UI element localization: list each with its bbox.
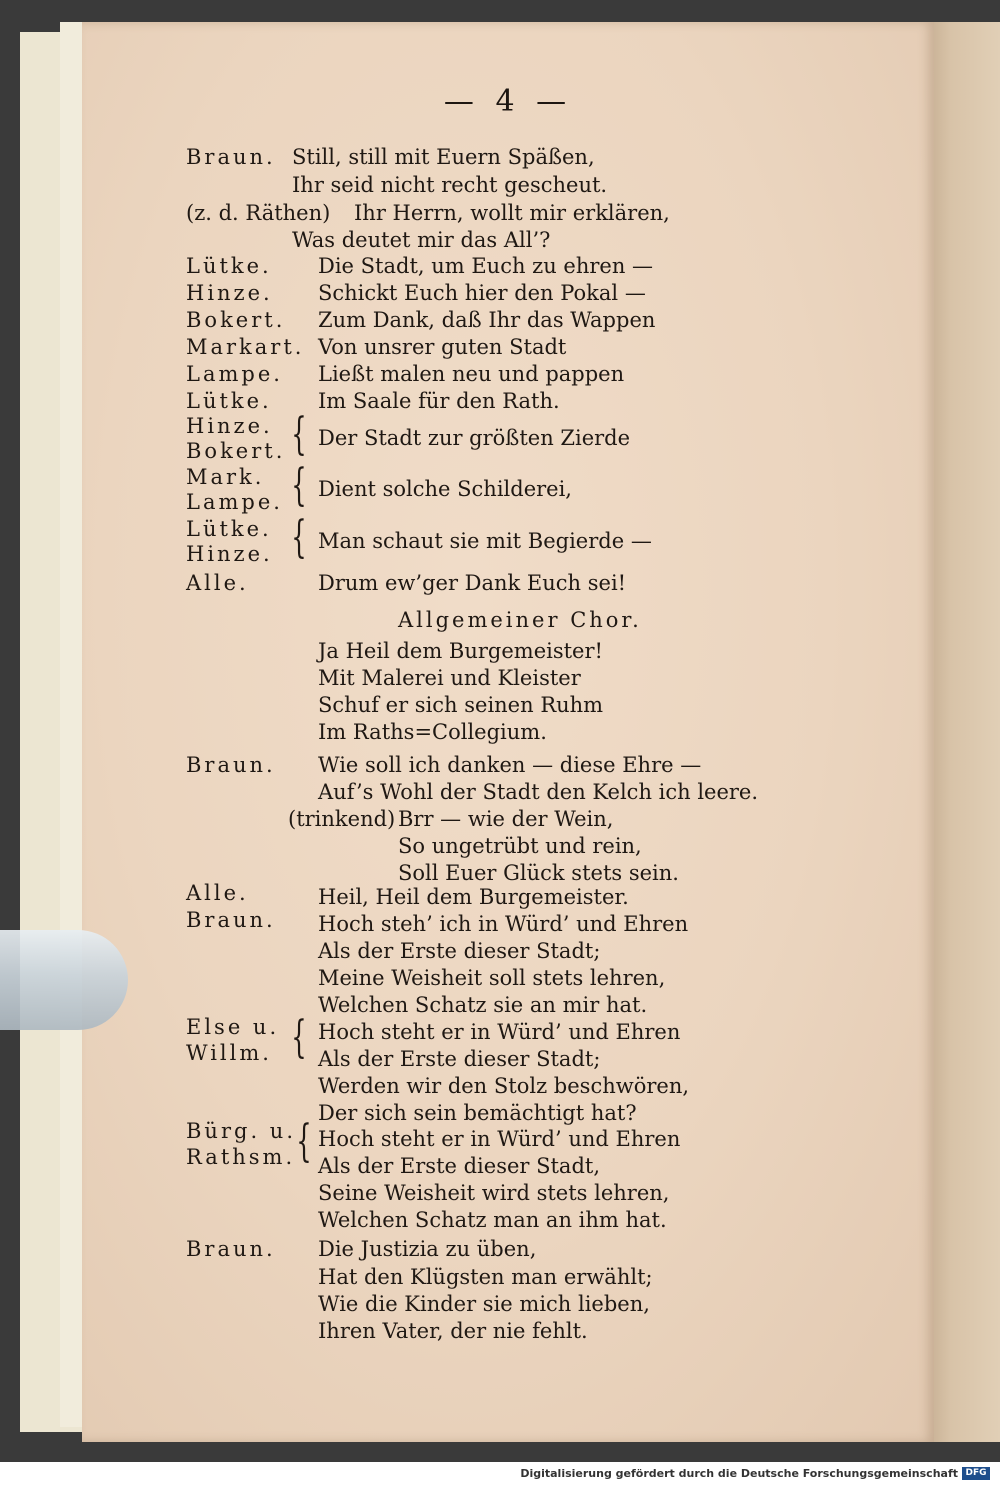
text-line: Wie die Kinder sie mich lieben, bbox=[318, 1292, 650, 1316]
underlying-page bbox=[930, 22, 1000, 1442]
speaker: Bokert. bbox=[186, 308, 286, 332]
speaker: Willm. bbox=[186, 1041, 272, 1065]
text-line: Ja Heil dem Burgemeister! bbox=[318, 639, 603, 663]
stage-direction: (z. d. Räthen) bbox=[186, 201, 331, 225]
text-line: Hat den Klügsten man erwählt; bbox=[318, 1265, 653, 1289]
brace: { bbox=[296, 1116, 312, 1167]
speaker: Braun. bbox=[186, 145, 276, 169]
speaker: Bokert. bbox=[186, 439, 286, 463]
speaker: Hinze. bbox=[186, 414, 273, 438]
brace: { bbox=[291, 512, 307, 563]
text-line: Zum Dank, daß Ihr das Wappen bbox=[318, 308, 656, 332]
text-line: Man schaut sie mit Begierde — bbox=[318, 529, 652, 553]
speaker: Lütke. bbox=[186, 254, 272, 278]
text-line: Soll Euer Glück stets sein. bbox=[398, 861, 679, 885]
text-line: Schickt Euch hier den Pokal — bbox=[318, 281, 646, 305]
speaker: Hinze. bbox=[186, 542, 273, 566]
speaker: Braun. bbox=[186, 908, 276, 932]
speaker: Markart. bbox=[186, 335, 305, 359]
text-line: Der Stadt zur größten Zierde bbox=[318, 426, 631, 450]
book-page bbox=[82, 22, 934, 1442]
text-line: Von unsrer guten Stadt bbox=[318, 335, 567, 359]
speaker: Hinze. bbox=[186, 281, 273, 305]
text-line: Seine Weisheit wird stets lehren, bbox=[318, 1181, 670, 1205]
text-line: Als der Erste dieser Stadt, bbox=[318, 1154, 601, 1178]
speaker: Lampe. bbox=[186, 490, 283, 514]
speaker: Lütke. bbox=[186, 517, 272, 541]
text-line: Wie soll ich danken — diese Ehre — bbox=[318, 753, 702, 777]
speaker: Braun. bbox=[186, 1237, 276, 1261]
text-line: Was deutet mir das All’? bbox=[292, 228, 551, 252]
footer bbox=[0, 1462, 1000, 1485]
text-line: So ungetrübt und rein, bbox=[398, 834, 642, 858]
stage-direction: (trinkend) bbox=[288, 807, 396, 831]
text-line: Hoch steh’ ich in Würd’ und Ehren bbox=[318, 912, 689, 936]
text-line: Als der Erste dieser Stadt; bbox=[318, 939, 601, 963]
text-line: Im Raths=Collegium. bbox=[318, 720, 547, 744]
text-line: Heil, Heil dem Burgemeister. bbox=[318, 885, 629, 909]
speaker: Lütke. bbox=[186, 389, 272, 413]
text-line: Mit Malerei und Kleister bbox=[318, 666, 581, 690]
text-line: Die Justizia zu üben, bbox=[318, 1237, 537, 1261]
chorus-heading: Allgemeiner Chor. bbox=[398, 608, 642, 632]
text-line: Ihren Vater, der nie fehlt. bbox=[318, 1319, 588, 1343]
text-line: Meine Weisheit soll stets lehren, bbox=[318, 966, 666, 990]
text-line: Drum ew’ger Dank Euch sei! bbox=[318, 571, 627, 595]
speaker: Bürg. u. bbox=[186, 1119, 296, 1143]
text-line: Still, still mit Euern Späßen, bbox=[292, 145, 595, 169]
text-line: Die Stadt, um Euch zu ehren — bbox=[318, 254, 654, 278]
text-line: Werden wir den Stolz beschwören, bbox=[318, 1074, 690, 1098]
text-line: Der sich sein bemächtigt hat? bbox=[318, 1101, 637, 1125]
dfg-logo: DFG bbox=[962, 1467, 990, 1480]
text-line: Welchen Schatz sie an mir hat. bbox=[318, 993, 648, 1017]
text-line: Hoch steht er in Würd’ und Ehren bbox=[318, 1127, 681, 1151]
speaker: Rathsm. bbox=[186, 1145, 296, 1169]
speaker: Alle. bbox=[186, 881, 249, 905]
text-line: Auf’s Wohl der Stadt den Kelch ich leere. bbox=[318, 780, 759, 804]
text-line: Ließt malen neu und pappen bbox=[318, 362, 625, 386]
text-line: Hoch steht er in Würd’ und Ehren bbox=[318, 1020, 681, 1044]
brace: { bbox=[291, 409, 307, 460]
text-line: Brr — wie der Wein, bbox=[398, 807, 614, 831]
brace: { bbox=[291, 460, 307, 511]
text-line: Ihr seid nicht recht gescheut. bbox=[292, 173, 608, 197]
text-line: Schuf er sich seinen Ruhm bbox=[318, 693, 604, 717]
speaker: Braun. bbox=[186, 753, 276, 777]
text-line: Welchen Schatz man an ihm hat. bbox=[318, 1208, 667, 1232]
text-line: Als der Erste dieser Stadt; bbox=[318, 1047, 601, 1071]
text-line: Ihr Herrn, wollt mir erklären, bbox=[354, 201, 670, 225]
speaker: Else u. bbox=[186, 1015, 280, 1039]
page-number: — 4 — bbox=[443, 84, 573, 119]
footer-credit: Digitalisierung gefördert durch die Deutsche Forschungsgemeinschaft bbox=[520, 1467, 958, 1480]
text-line: Dient solche Schilderei, bbox=[318, 477, 572, 501]
speaker: Mark. bbox=[186, 465, 265, 489]
page-clip bbox=[0, 930, 128, 1030]
speaker: Lampe. bbox=[186, 362, 283, 386]
brace: { bbox=[291, 1012, 307, 1063]
text-line: Im Saale für den Rath. bbox=[318, 389, 560, 413]
speaker: Alle. bbox=[186, 571, 249, 595]
